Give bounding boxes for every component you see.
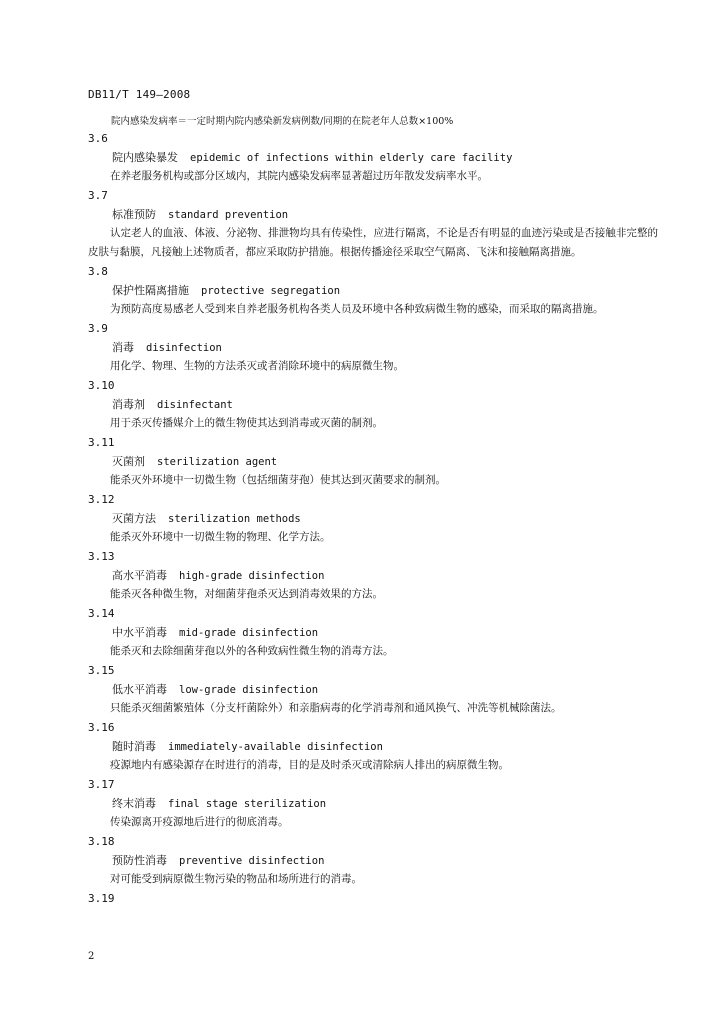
term-definition: 在养老服务机构或部分区域内，其院内感染发病率显著超过历年散发发病率水平。 [110,170,488,182]
clause-number: 3.16 [88,721,115,734]
term-english: mid-grade disinfection [179,627,319,639]
term-english: disinfection [146,342,222,354]
term-heading [0,794,724,813]
term-chinese: 终末消毒 [112,797,156,810]
term-english: immediately-available disinfection [168,741,383,753]
term-entry [0,262,724,319]
term-english: low-grade disinfection [179,684,319,696]
term-heading [0,338,724,357]
term-heading [0,395,724,414]
clause-number: 3.12 [88,493,115,506]
term-definition: 能杀灭外环境中一切微生物（包括细菌芽孢）使其达到灭菌要求的制剂。 [110,474,446,486]
term-english: disinfectant [157,399,233,411]
term-definition: 对可能受到病原微生物污染的物品和场所进行的消毒。 [110,873,362,885]
term-english: final stage sterilization [168,798,327,810]
term-entry [0,186,724,262]
term-definition: 传染源离开疫源地后进行的彻底消毒。 [110,816,289,828]
clause-number: 3.7 [88,189,108,202]
term-chinese: 消毒 [112,341,134,354]
term-entry [0,775,724,832]
term-definition: 只能杀灭细菌繁殖体（分支杆菌除外）和亲脂病毒的化学消毒剂和通风换气、冲洗等机械除菌法。 [110,702,562,714]
term-definition: 为预防高度易感老人受到来自养老服务机构各类人员及环境中各种致病微生物的感染，而采取的隔离措施。 [110,303,604,315]
term-english: protective segregation [201,285,341,297]
term-chinese: 高水平消毒 [112,569,167,582]
term-entry [0,490,724,547]
term-english: preventive disinfection [179,855,325,867]
clause-number: 3.13 [88,550,115,563]
term-heading [0,566,724,585]
term-english: sterilization agent [157,456,278,468]
term-chinese: 随时消毒 [112,740,156,753]
term-english: standard prevention [168,209,289,221]
term-chinese: 低水平消毒 [112,683,167,696]
term-entry [0,376,724,433]
clause-number: 3.6 [88,132,108,145]
term-heading [0,148,724,167]
clause-number: 3.8 [88,265,108,278]
clause-number: 3.19 [88,892,115,905]
term-chinese: 消毒剂 [112,398,145,411]
term-english: epidemic of infections within elderly care facility [190,152,513,164]
term-definition: 认定老人的血液、体液、分泌物、排泄物均具有传染性，应进行隔离，不论是否有明显的血迹污染或是否接触非完整的皮肤与黏膜，凡接触上述物质者，都应采取防护措施。根据传播途径采取空气隔离、飞沫和接触隔离措施。 [88,227,658,258]
term-heading [0,509,724,528]
term-definition: 能杀灭外环境中一切微生物的物理、化学方法。 [110,531,331,543]
term-heading [0,452,724,471]
term-entry [0,604,724,661]
term-heading [0,623,724,642]
clause-number: 3.14 [88,607,115,620]
term-chinese: 中水平消毒 [112,626,167,639]
term-heading [0,737,724,756]
term-chinese: 保护性隔离措施 [112,284,189,297]
term-definitions [0,129,724,908]
term-entry [0,319,724,376]
clause-number: 3.15 [88,664,115,677]
term-chinese: 预防性消毒 [112,854,167,867]
term-chinese: 标准预防 [112,208,156,221]
term-entry [0,661,724,718]
term-english: sterilization methods [168,513,301,525]
term-chinese: 院内感染暴发 [112,151,178,164]
term-heading [0,851,724,870]
term-heading [0,680,724,699]
term-entry [0,433,724,490]
term-entry [0,547,724,604]
clause-number: 3.9 [88,322,108,335]
term-definition: 能杀灭和去除细菌芽孢以外的各种致病性微生物的消毒方法。 [110,645,394,657]
term-definition: 用化学、物理、生物的方法杀灭或者消除环境中的病原微生物。 [110,360,404,372]
term-entry [0,889,724,908]
infection-rate-formula: 院内感染发病率＝一定时期内院内感染新发病例数/同期的在院老年人总数×100% [111,116,454,127]
term-definition: 用于杀灭传播媒介上的微生物使其达到消毒或灭菌的制剂。 [110,417,383,429]
term-heading [0,205,724,224]
clause-number: 3.18 [88,835,115,848]
standard-code: DB11/T 149—2008 [88,88,191,101]
term-heading [0,281,724,300]
term-english: high-grade disinfection [179,570,325,582]
term-definition: 能杀灭各种微生物，对细菌芽孢杀灭达到消毒效果的方法。 [110,588,383,600]
clause-number: 3.10 [88,379,115,392]
clause-number: 3.11 [88,436,115,449]
term-chinese: 灭菌剂 [112,455,145,468]
term-entry [0,832,724,889]
term-entry [0,129,724,186]
term-chinese: 灭菌方法 [112,512,156,525]
page-number: 2 [88,951,95,962]
clause-number: 3.17 [88,778,115,791]
term-definition: 疫源地内有感染源存在时进行的消毒，目的是及时杀灭或清除病人排出的病原微生物。 [110,759,509,771]
term-entry [0,718,724,775]
